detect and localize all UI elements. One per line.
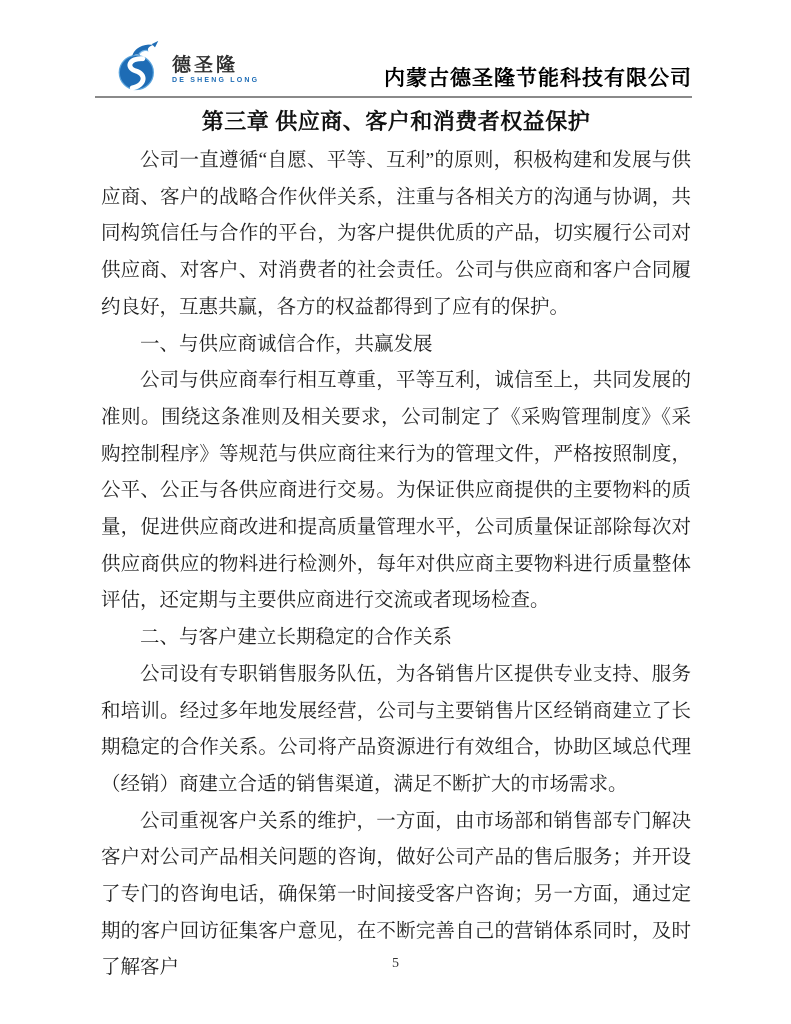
page-header [95,0,692,98]
company-name: 内蒙古德圣隆节能科技有限公司 [384,66,692,90]
paragraph: 公司与供应商奉行相互尊重，平等互利，诚信至上，共同发展的准则。围绕这条准则及相关要求，公司制定了《采购管理制度》《采购控制程序》等规范与供应商往来行为的管理文件，严格按照制度，公平、公正与各供应商进行交易。为保证供应商提供的主要物料的质量，促进供应商改进和提高质量管理水平，公司质量保证部除每次对供应商供应的物料进行检测外，每年对供应商主要物料进行质量整体评估，还定期与主要供应商进行交流或者现场检查。 [101,370,691,612]
dragon-s-globe-icon [116,38,168,94]
logo-name-chinese: 德圣隆 [172,55,239,76]
chapter-title: 第三章 供应商、客户和消费者权益保护 [201,109,591,134]
paragraph: 公司重视客户关系的维护，一方面，由市场部和销售部专门解决客户对公司产品相关问题的咨询，做好公司产品的售后服务；并开设了专门的咨询电话，确保第一时间接受客户咨询；另一方面，通过定期的客户回访征集客户意见，在不断完善自己的营销体系同时，及时了解客户 [101,810,691,979]
section-heading-2: 二、与客户建立长期稳定的合作关系 [140,627,453,649]
page-footer [0,954,791,972]
logo-text [172,56,259,86]
paragraph: 公司设有专职销售服务队伍，为各销售片区提供专业支持、服务和培训。经过多年地发展经营，公司与主要销售片区经销商建立了长期稳定的合作关系。公司将产品资源进行有效组合，协助区域总代理（经销）商建立合适的销售渠道，满足不断扩大的市场需求。 [101,663,691,795]
logo-name-english: DE SHENG LONG [172,77,260,84]
document-body [101,143,691,987]
page-number: 5 [392,956,399,971]
section-heading-1: 一、与供应商诚信合作，共赢发展 [140,333,433,355]
company-logo [116,38,259,94]
paragraph: 公司一直遵循“自愿、平等、互利”的原则，积极构建和发展与供应商、客户的战略合作伙伴关系，注重与各相关方的沟通与协调，共同构筑信任与合作的平台，为客户提供优质的产品，切实履行公司对供应商、对客户、对消费者的社会责任。公司与供应商和客户合同履约良好，互惠共赢，各方的权益都得到了应有的保护。 [101,150,691,318]
